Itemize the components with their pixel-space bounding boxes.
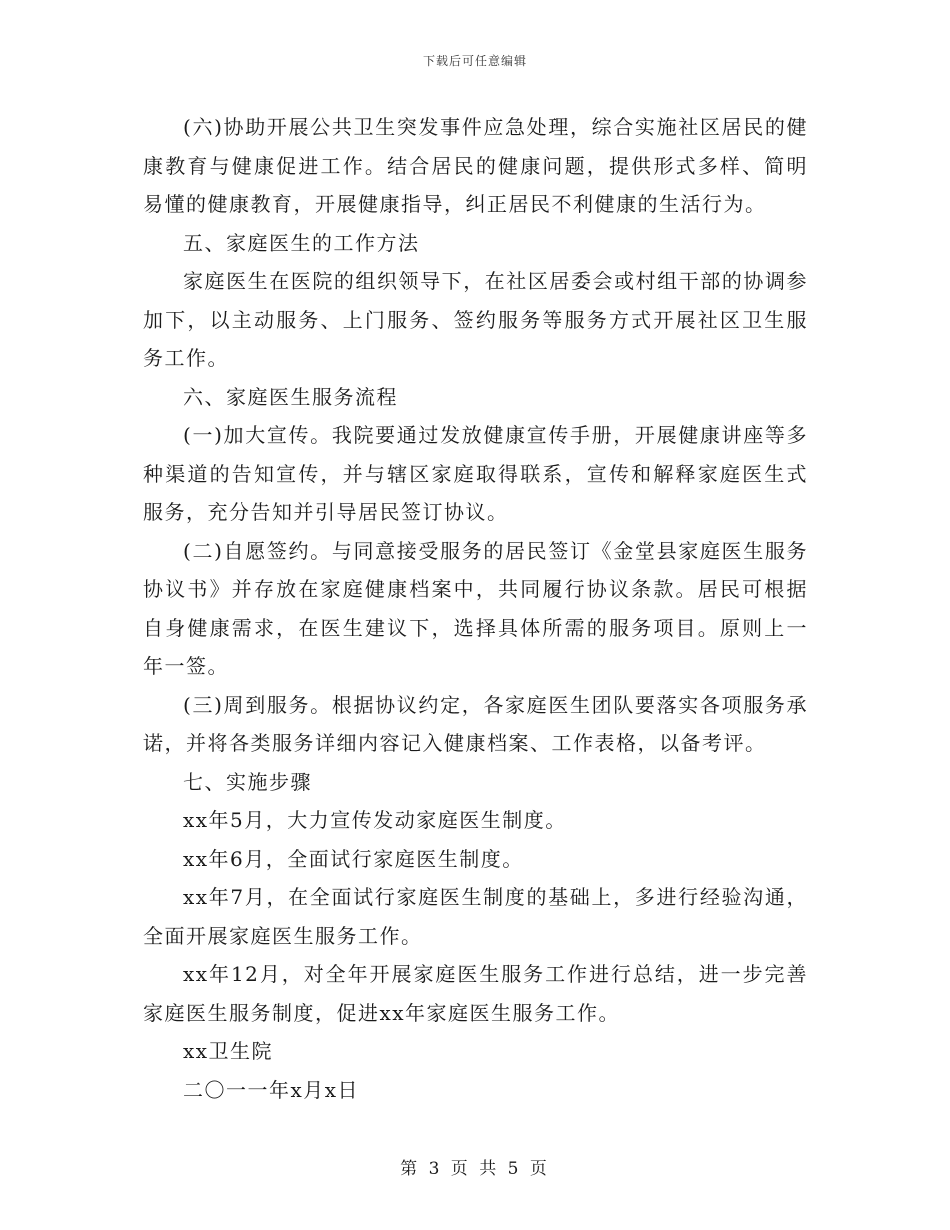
page-number: 第 3 页 共 5 页 [400,1159,550,1179]
section-heading-work-methods: 五、家庭医生的工作方法 [183,230,420,255]
paragraph-publicity: (一)加大宣传。我院要通过发放健康宣传手册，开展健康讲座等多种渠道的告知宣传，并与辖区家庭取得联系，宣传和解释家庭医生式服务，充分告知并引导居民签订协议。 [143,423,808,524]
paragraph-voluntary-signing: (二)自愿签约。与同意接受服务的居民签订《金堂县家庭医生服务协议书》并存放在家庭健康档案中，共同履行协议条款。居民可根据自身健康需求，在医生建议下，选择具体所需的服务项目。原则上一年一签。 [143,538,808,678]
paragraph-step-december: xx年12月，对全年开展家庭医生服务工作进行总结，进一步完善家庭医生服务制度，促进xx年家庭医生服务工作。 [143,962,808,1025]
paragraph-step-may: xx年5月，大力宣传发动家庭医生制度。 [183,808,567,832]
signature-organization: xx卫生院 [183,1039,274,1063]
paragraph-step-july: xx年7月，在全面试行家庭医生制度的基础上，多进行经验沟通，全面开展家庭医生服务工作。 [143,885,808,948]
paragraph-step-june: xx年6月，全面试行家庭医生制度。 [183,846,524,871]
section-heading-implementation-steps: 七、实施步骤 [183,769,312,794]
paragraph-public-health-emergency: (六)协助开展公共卫生突发事件应急处理，综合实施社区居民的健康教育与健康促进工作。结合居民的健康问题，提供形式多样、简明易懂的健康教育，开展健康指导，纠正居民不利健康的生活行为。 [143,115,808,216]
paragraph-thorough-service: (三)周到服务。根据协议约定，各家庭医生团队要落实各项服务承诺，并将各类服务详细内容记入健康档案、工作表格，以备考评。 [143,692,808,755]
document-body [143,108,808,1109]
paragraph-work-methods: 家庭医生在医院的组织领导下，在社区居委会或村组干部的协调参加下，以主动服务、上门服务、签约服务等服务方式开展社区卫生服务工作。 [143,269,808,370]
page-header-note: 下载后可任意编辑 [422,54,527,68]
section-heading-service-process: 六、家庭医生服务流程 [183,384,398,409]
signature-date: 二〇一一年x月x日 [183,1077,360,1102]
